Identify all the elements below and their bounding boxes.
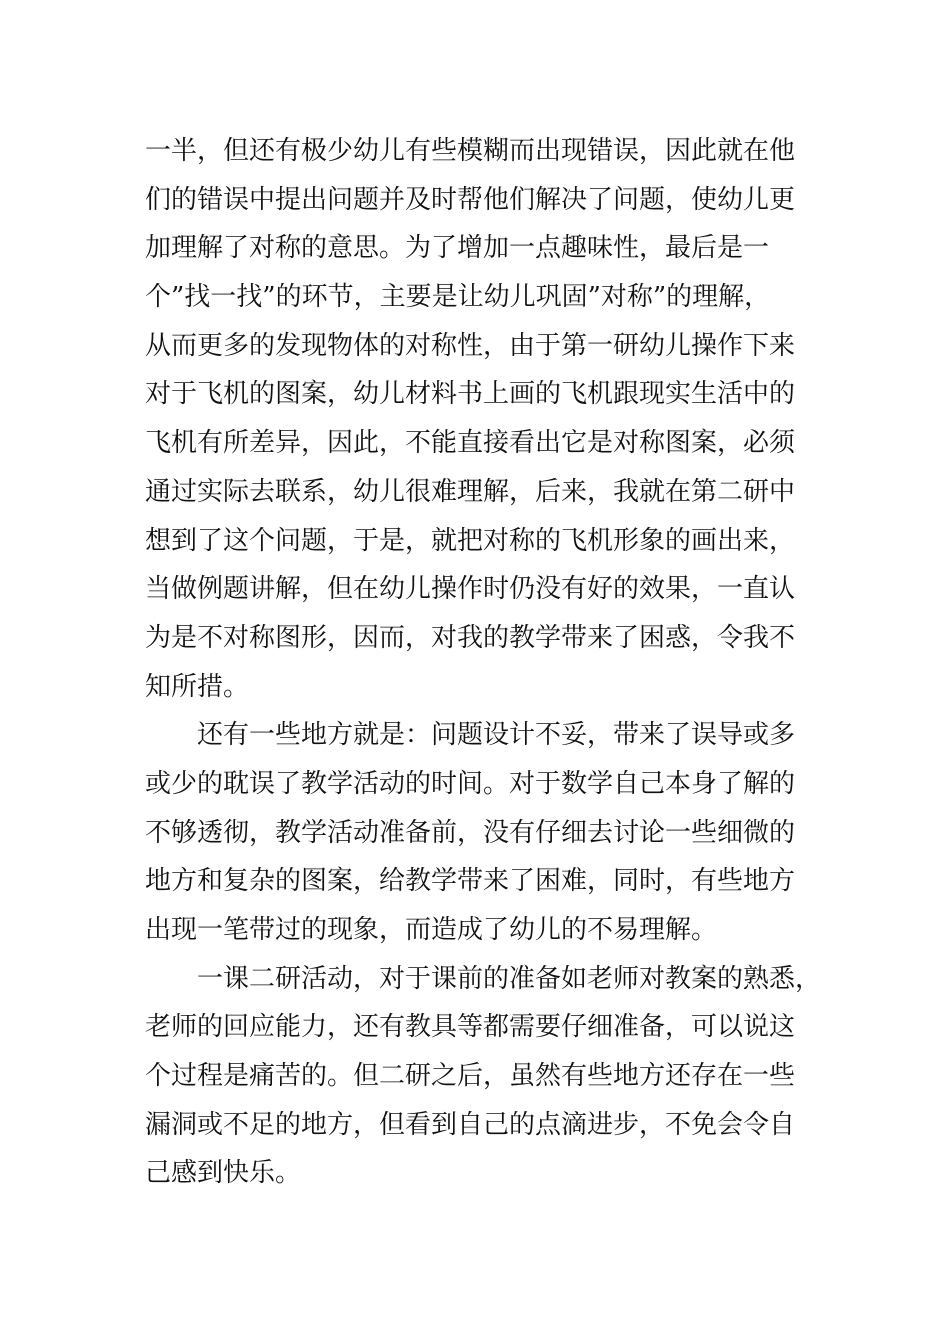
text-line-10: 当做例题讲解，但在幼儿操作时仍没有好的效果，一直认 <box>145 574 796 605</box>
text-line-20: 个过程是痛苦的。但二研之后，虽然有些地方还存在一些 <box>145 1061 796 1092</box>
text-line-17: 出现一笔带过的现象，而造成了幼儿的不易理解。 <box>145 915 718 945</box>
text-line-1: 一半，但还有极少幼儿有些模糊而出现错误，因此就在他 <box>145 136 796 166</box>
text-line-7: 飞机有所差异，因此，不能直接看出它是对称图案，必须 <box>145 428 796 459</box>
text-line-13: 还有一些地方就是：问题设计不妥，带来了误导或多 <box>145 720 796 751</box>
text-line-16: 地方和复杂的图案，给教学带来了困难，同时，有些地方 <box>145 866 796 897</box>
text-line-11: 为是不对称图形，因而，对我的教学带来了困惑，令我不 <box>145 622 796 653</box>
text-line-9: 想到了这个问题，于是，就把对称的飞机形象的画出来， <box>145 525 796 556</box>
text-line-12: 知所措。 <box>145 671 250 702</box>
body-text <box>145 127 822 1198</box>
text-line-3: 加理解了对称的意思。为了增加一点趣味性，最后是一 <box>145 233 770 264</box>
text-line-19: 老师的回应能力，还有教具等都需要仔细准备，可以说这 <box>145 1012 796 1043</box>
text-line-4: 个”找一找”的环节，主要是让幼儿巩固”对称”的理解， <box>145 282 771 313</box>
text-line-18: 一课二研活动，对于课前的准备如老师对教案的熟悉， <box>145 963 822 994</box>
text-line-15: 不够透彻，教学活动准备前，没有仔细去讨论一些细微的 <box>145 817 796 848</box>
text-line-14: 或少的耽误了教学活动的时间。对于数学自己本身了解的 <box>145 768 796 799</box>
text-line-22: 己感到快乐。 <box>145 1158 302 1189</box>
text-line-2: 们的错误中提出问题并及时帮他们解决了问题，使幼儿更 <box>145 184 796 215</box>
text-line-6: 对于飞机的图案，幼儿材料书上画的飞机跟现实生活中的 <box>145 379 796 410</box>
text-line-21: 漏洞或不足的地方，但看到自己的点滴进步，不免会令自 <box>145 1109 796 1140</box>
text-line-5: 从而更多的发现物体的对称性，由于第一研幼儿操作下来 <box>145 330 796 361</box>
text-line-8: 通过实际去联系，幼儿很难理解，后来，我就在第二研中 <box>145 476 796 507</box>
